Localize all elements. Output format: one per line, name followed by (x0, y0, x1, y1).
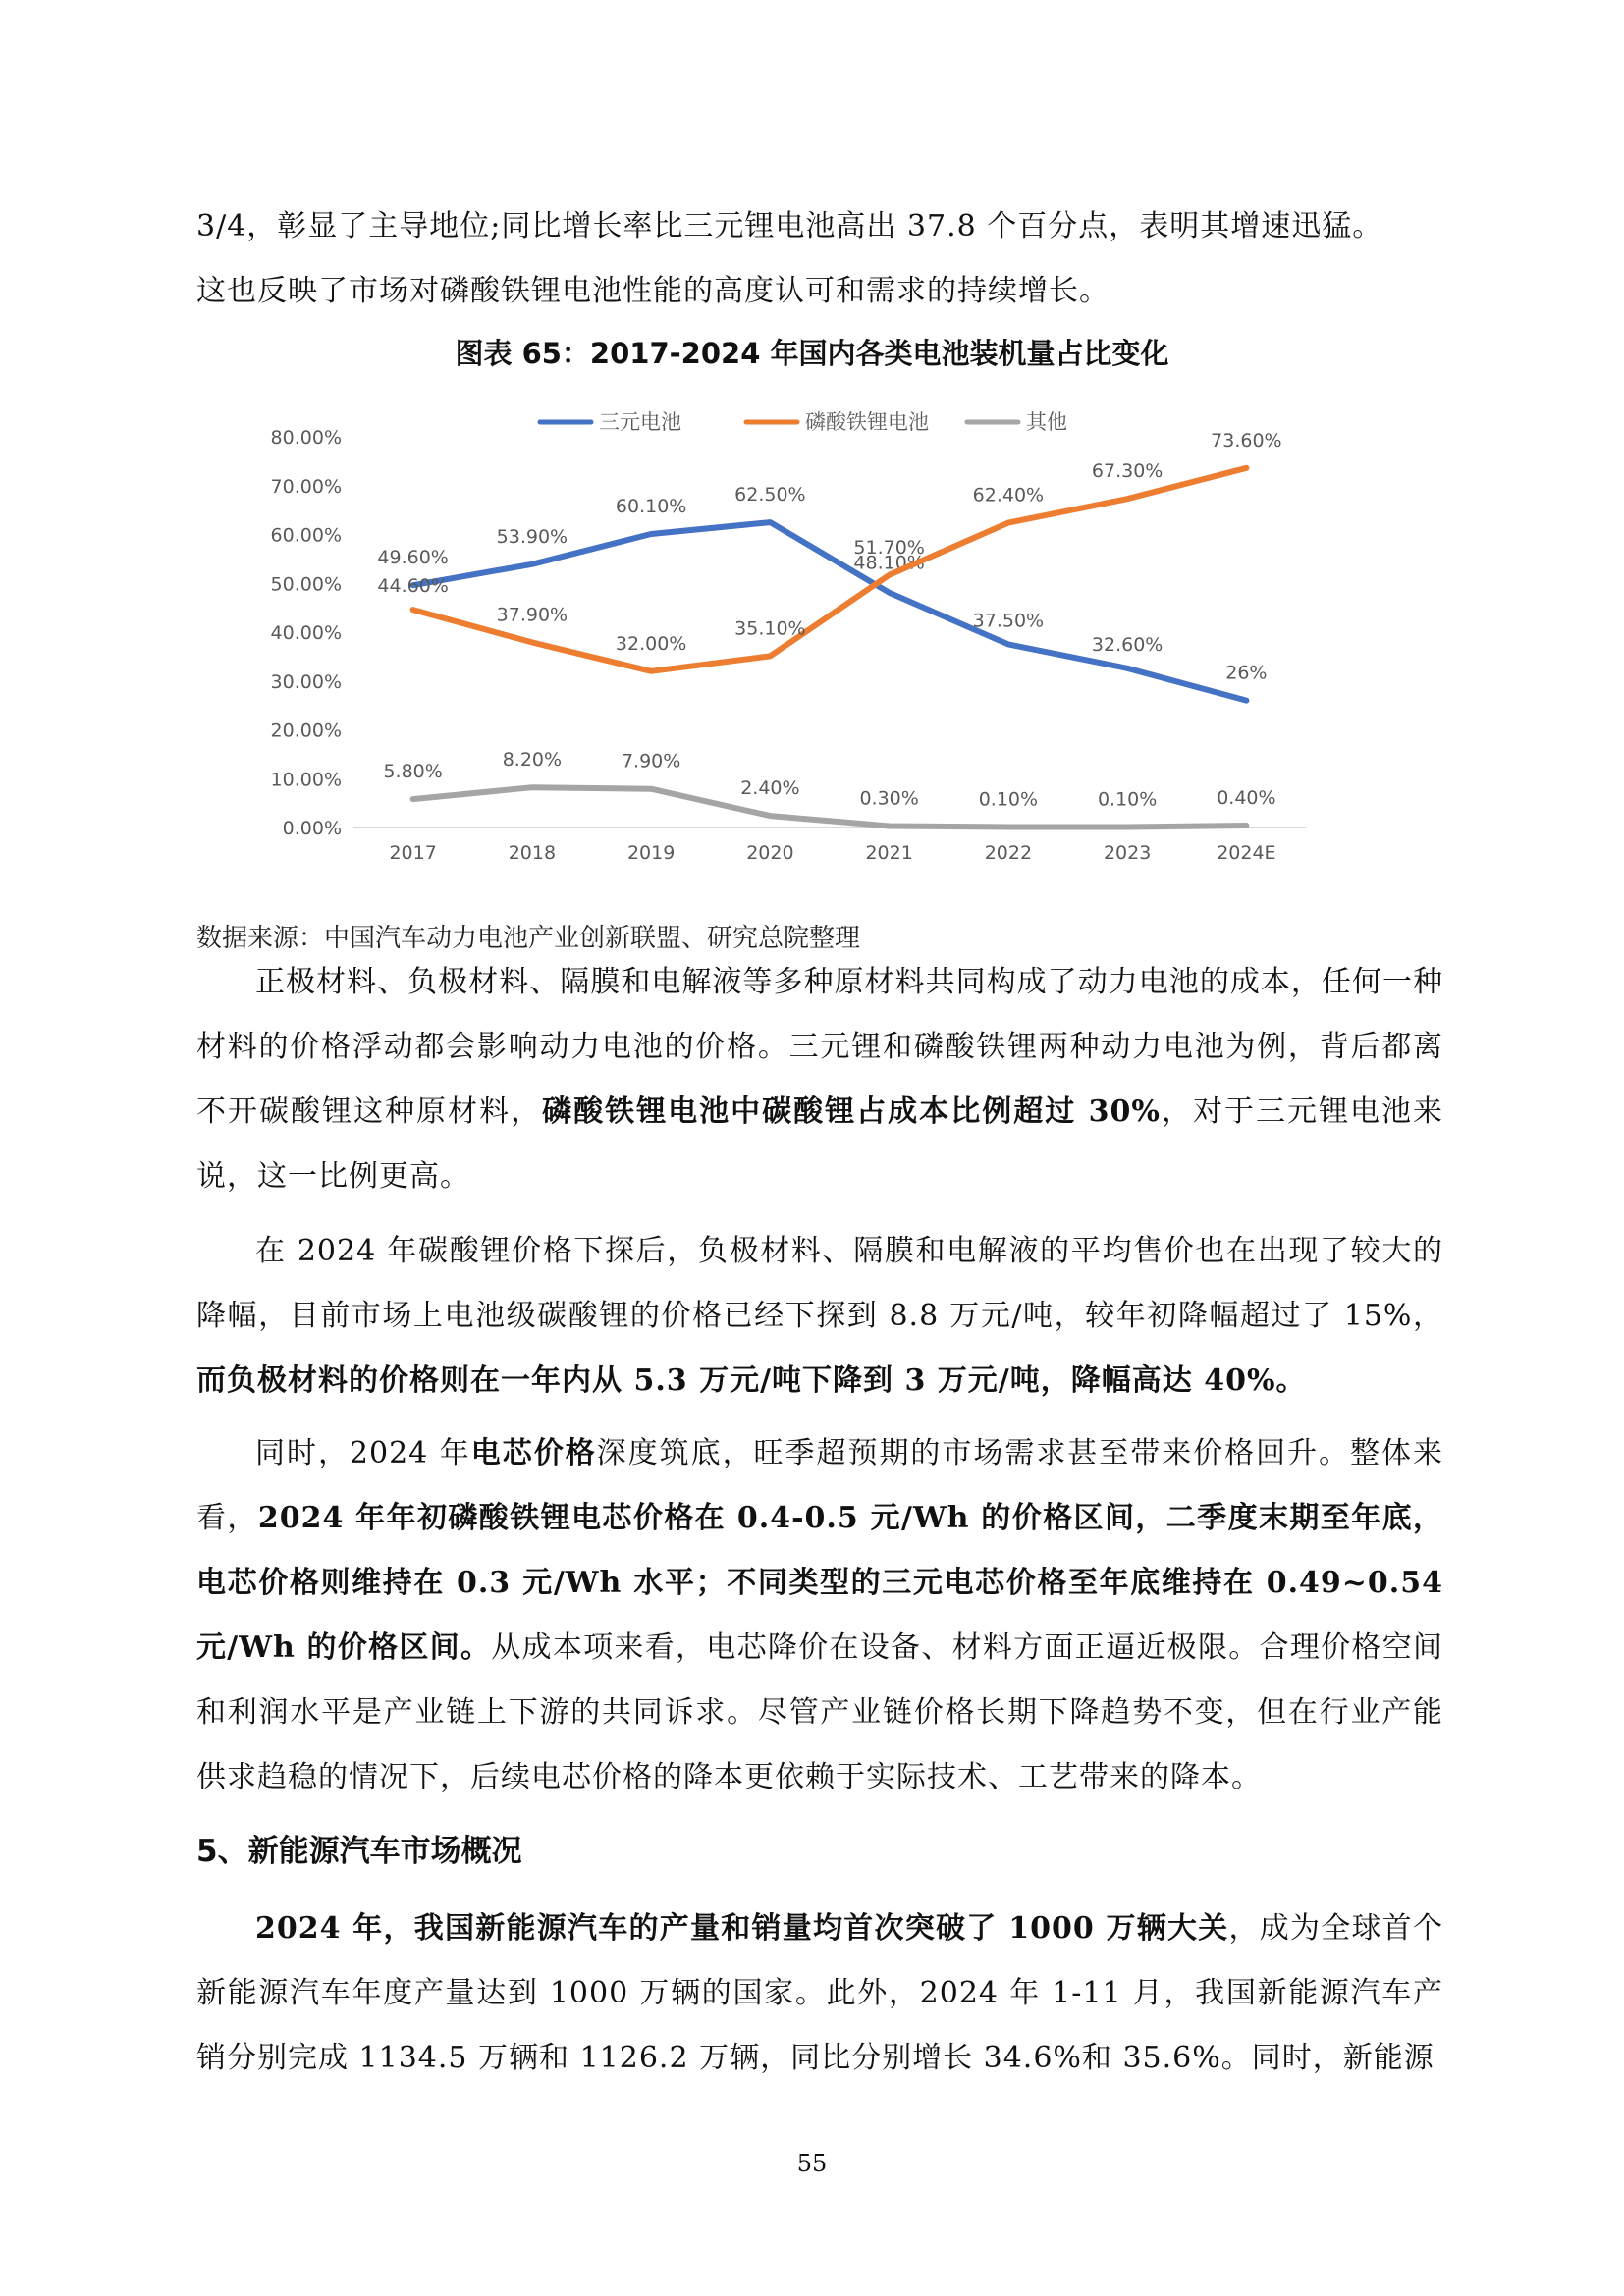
data-label: 26% (1225, 662, 1268, 684)
y-tick-label: 80.00% (270, 427, 342, 449)
p2-bold: 而负极材料的价格则在一年内从 5.3 万元/吨下降到 3 万元/吨，降幅高达 40%。 (196, 1363, 1307, 1398)
data-point (651, 670, 652, 671)
data-point (889, 592, 890, 593)
p3-bold-d: 2024 年年初磷酸铁锂电芯价格在 0.4-0.5 元/Wh 的价格区间，二季度末期至年底，电芯价格则维持在 0.3 元/Wh 水平；不同类型的三元电芯价格至年底维持在 0.49~0.54 元/Wh 的价格区间。 (196, 1501, 1444, 1665)
data-label: 53.90% (496, 525, 568, 548)
data-point (889, 826, 890, 827)
battery-share-line-chart (245, 393, 1326, 883)
x-tick-label: 2024E (1217, 842, 1276, 864)
data-label: 62.40% (972, 484, 1045, 507)
p1-text-c: ，对于三元锂电池来说，这一比例更高。 (196, 1095, 1444, 1194)
y-tick-label: 50.00% (270, 573, 342, 596)
p4-bold: 2024 年，我国新能源汽车的产量和销量均首次突破了 1000 万辆大关 (255, 1911, 1229, 1946)
data-point (889, 574, 890, 575)
paragraph-cell-price (196, 1421, 1443, 1810)
data-label: 44.60% (377, 575, 449, 598)
paragraph-cost-materials (196, 950, 1443, 1209)
x-tick-label: 2022 (984, 842, 1033, 864)
x-tick-label: 2020 (746, 842, 794, 864)
data-label: 0.10% (1097, 788, 1158, 811)
data-label: 67.30% (1091, 460, 1164, 483)
data-point (770, 522, 771, 523)
data-label: 73.60% (1211, 429, 1282, 452)
data-label: 32.00% (615, 632, 687, 655)
data-label: 32.60% (1091, 633, 1164, 656)
y-tick-label: 0.00% (282, 818, 342, 839)
paragraph-nev-market (196, 1896, 1443, 2091)
y-axis (271, 427, 342, 839)
x-axis (353, 828, 1306, 864)
data-point (1246, 826, 1247, 827)
data-label: 5.80% (383, 761, 443, 783)
data-label: 35.10% (734, 617, 806, 640)
paragraph-price-decline (196, 1219, 1443, 1414)
data-point (412, 799, 413, 800)
chart-legend (540, 410, 1067, 434)
data-point (651, 534, 652, 535)
data-point (1127, 827, 1128, 828)
figure-title: 图表 65：2017-2024 年国内各类电池装机量占比变化 (455, 337, 1169, 370)
data-label: 8.20% (502, 749, 563, 772)
data-label: 37.50% (972, 610, 1045, 632)
y-tick-label: 60.00% (270, 524, 342, 547)
data-label: 7.90% (621, 750, 681, 773)
data-label: 48.10% (853, 552, 925, 574)
chart-series (377, 430, 1281, 828)
data-point (531, 642, 532, 643)
data-point (770, 656, 771, 657)
p3-text-e: 从成本项来看，电芯降价在设备、材料方面正逼近极限。合理价格空间和利润水平是产业链上下游的共同诉求。尽管产业链价格长期下降趋势不变，但在行业产能供求趋稳的情况下，后续电芯价格的降本更依赖于实际技术、工艺带来的降本。 (196, 1630, 1444, 1794)
intro-paragraph (196, 194, 1443, 324)
p3-text-a: 同时，2024 年 (255, 1436, 471, 1470)
data-point (412, 610, 413, 611)
data-point (651, 788, 652, 789)
data-label: 0.10% (978, 788, 1039, 811)
data-point (531, 563, 532, 564)
data-point (1246, 700, 1247, 701)
data-point (1246, 467, 1247, 468)
x-tick-label: 2023 (1103, 842, 1152, 864)
y-tick-label: 70.00% (270, 475, 342, 498)
data-point (770, 816, 771, 817)
p2-text-a: 在 2024 年碳酸锂价格下探后，负极材料、隔膜和电解液的平均售价也在出现了较大的降幅，目前市场上电池级碳酸锂的价格已经下探到 8.8 万元/吨，较年初降幅超过了 15%， (196, 1234, 1443, 1333)
y-tick-label: 20.00% (270, 720, 342, 742)
y-tick-label: 30.00% (270, 670, 342, 693)
data-label: 49.60% (377, 547, 449, 569)
data-label: 51.70% (853, 536, 925, 559)
data-label: 0.30% (859, 787, 919, 810)
x-tick-label: 2019 (626, 842, 676, 864)
x-tick-label: 2018 (508, 842, 557, 864)
y-tick-label: 40.00% (270, 622, 342, 644)
p1-text-a: 正极材料、负极材料、隔膜和电解液等多种原材料共同构成了动力电池的成本，任何一种材料的价格浮动都会影响动力电池的价格。三元锂和磷酸铁锂两种动力电池为例，背后都离不开碳酸锂这种原材料， (196, 965, 1443, 1129)
figure-source: 数据来源：中国汽车动力电池产业创新联盟、研究总院整理 (196, 924, 861, 953)
data-point (1007, 827, 1008, 828)
data-point (1127, 667, 1128, 668)
data-label: 0.40% (1217, 787, 1276, 810)
page-number: 55 (796, 2150, 828, 2177)
p3-text-c: 深度筑底，旺季超预期的市场需求甚至带来价格回升。整体来看， (196, 1436, 1444, 1535)
p3-bold-b: 电芯价格 (470, 1436, 597, 1470)
x-tick-label: 2017 (389, 842, 437, 864)
data-point (531, 787, 532, 788)
intro-line-2: 这也反映了市场对磷酸铁锂电池性能的高度认可和需求的持续增长。 (196, 274, 1110, 308)
data-label: 2.40% (740, 777, 800, 800)
section-heading: 5、新能源汽车市场概况 (196, 1834, 522, 1869)
data-point (1127, 499, 1128, 500)
legend-label: 磷酸铁锂电池 (805, 410, 929, 434)
data-point (1007, 522, 1008, 523)
y-tick-label: 10.00% (270, 769, 342, 791)
intro-line-1: 3/4，彰显了主导地位;同比增长率比三元锂电池高出 37.8 个百分点，表明其增速迅猛。 (196, 209, 1383, 243)
data-label: 37.90% (496, 604, 568, 626)
data-point (1007, 644, 1008, 645)
legend-label: 三元电池 (599, 410, 681, 434)
p4-text-b: ，成为全球首个新能源汽车年度产量达到 1000 万辆的国家。此外，2024 年 1-11 月，我国新能源汽车产销分别完成 1134.5 万辆和 1126.2 万辆，同比分别增长 34.6%和 35.6%。同时，新能源 (196, 1911, 1443, 2075)
data-label: 62.50% (734, 484, 806, 507)
p1-bold: 磷酸铁锂电池中碳酸锂占成本比例超过 30% (542, 1095, 1161, 1129)
legend-label: 其他 (1026, 410, 1067, 434)
data-label: 60.10% (615, 496, 687, 518)
x-tick-label: 2021 (865, 842, 913, 864)
